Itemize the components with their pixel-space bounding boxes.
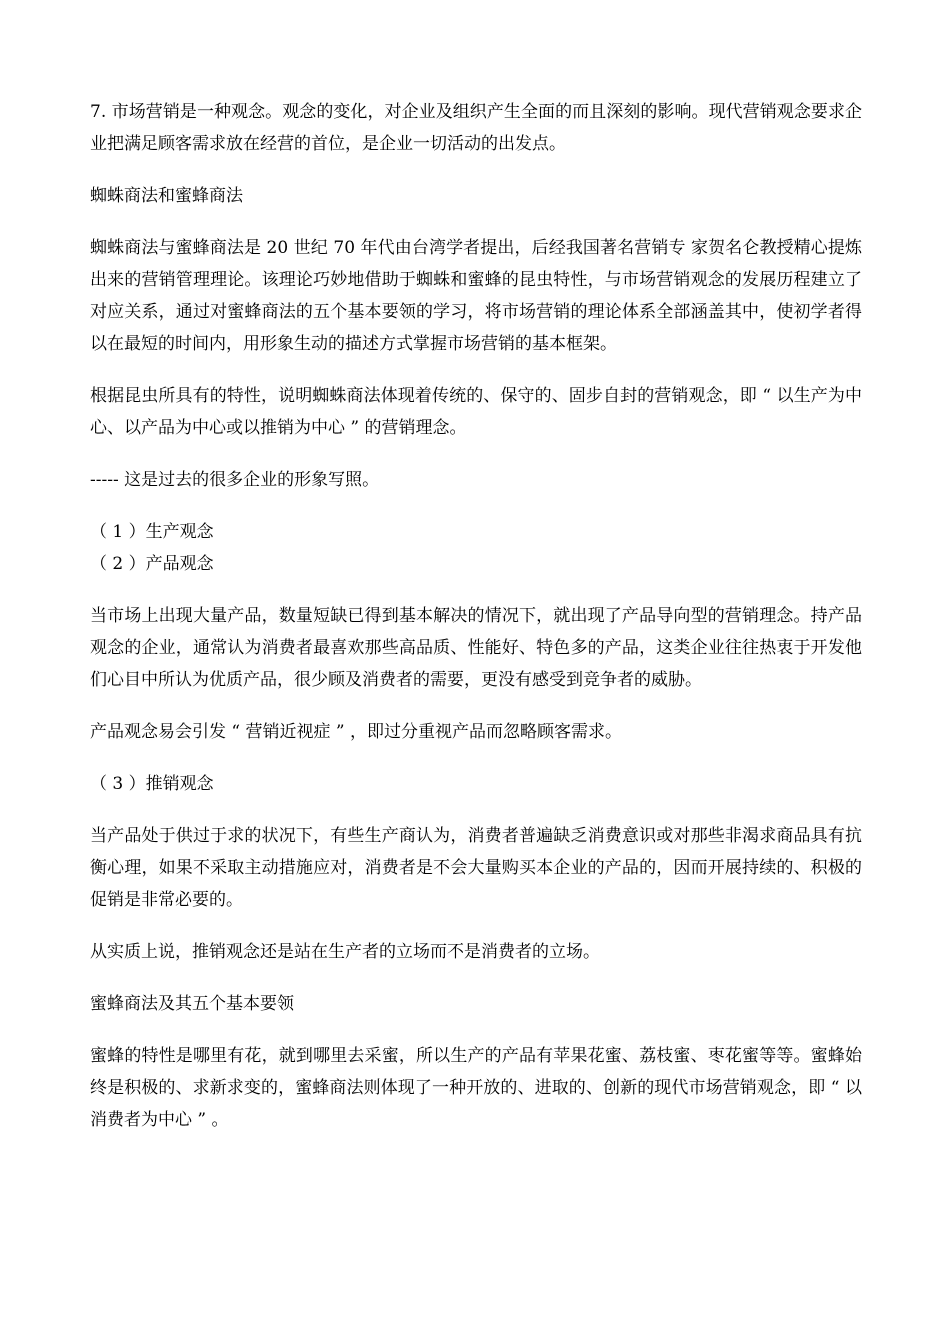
paragraph-producer-standpoint: 从实质上说，推销观念还是站在生产者的立场而不是消费者的立场。 xyxy=(90,942,600,962)
paragraph-marketing-myopia: 产品观念易会引发 “ 营销近视症 ” ，即过分重视产品而忽略顾客需求。 xyxy=(90,722,622,742)
paragraph-methods-origin: 蜘蛛商法与蜜蜂商法是 20 世纪 70 年代由台湾学者提出，后经我国著名营销专 家贺名仑教授精心提炼出来的营销管理理论。该理论巧妙地借助于蜘蛛和蜜蜂的昆虫特性，与市场营销观念的发展历程建立了对应关系，通过对蜜蜂商法的五个基本要领的学习，将市场营销的理论体系全部涵盖其中，使初学者得以在最短的时间内，用形象生动的描述方式掌握市场营销的基本框架。 xyxy=(90,238,862,354)
paragraph-selling-concept: 当产品处于供过于求的状况下，有些生产商认为，消费者普遍缺乏消费意识或对那些非渴求商品具有抗衡心理，如果不采取主动措施应对，消费者是不会大量购买本企业的产品的，因而开展持续的、积极的促销是非常必要的。 xyxy=(90,826,862,910)
paragraph-bee-method: 蜜蜂的特性是哪里有花，就到哪里去采蜜，所以生产的产品有苹果花蜜、荔枝蜜、枣花蜜等等。蜜蜂始终是积极的、求新求变的，蜜蜂商法则体现了一种开放的、进取的、创新的现代市场营销观念，即 “ 以消费者为中心 ” 。 xyxy=(90,1046,862,1130)
document-page xyxy=(90,96,862,1156)
heading-spider-bee-methods: 蜘蛛商法和蜜蜂商法 xyxy=(90,186,243,206)
paragraph-spider-method: 根据昆虫所具有的特性，说明蜘蛛商法体现着传统的、保守的、固步自封的营销观念，即 “ 以生产为中心、以产品为中心或以推销为中心 ” 的营销理念。 xyxy=(90,386,862,438)
list-item-product-concept: （ 2 ）产品观念 xyxy=(90,554,214,574)
paragraph-product-concept: 当市场上出现大量产品，数量短缺已得到基本解决的情况下，就出现了产品导向型的营销理念。持产品观念的企业，通常认为消费者最喜欢那些高品质、性能好、特色多的产品，这类企业往往热衷于开发他们心目中所认为优质产品，很少顾及消费者的需要，更没有感受到竞争者的威胁。 xyxy=(90,606,862,690)
list-item-selling-concept: （ 3 ）推销观念 xyxy=(90,774,214,794)
paragraph-marketing-concept: 7. 市场营销是一种观念。观念的变化，对企业及组织产生全面的而且深刻的影响。现代营销观念要求企业把满足顾客需求放在经营的首位，是企业一切活动的出发点。 xyxy=(90,102,862,154)
paragraph-past-image: ----- 这是过去的很多企业的形象写照。 xyxy=(90,470,380,490)
heading-bee-method-essentials: 蜜蜂商法及其五个基本要领 xyxy=(90,994,294,1014)
list-item-production-concept: （ 1 ）生产观念 xyxy=(90,522,214,542)
